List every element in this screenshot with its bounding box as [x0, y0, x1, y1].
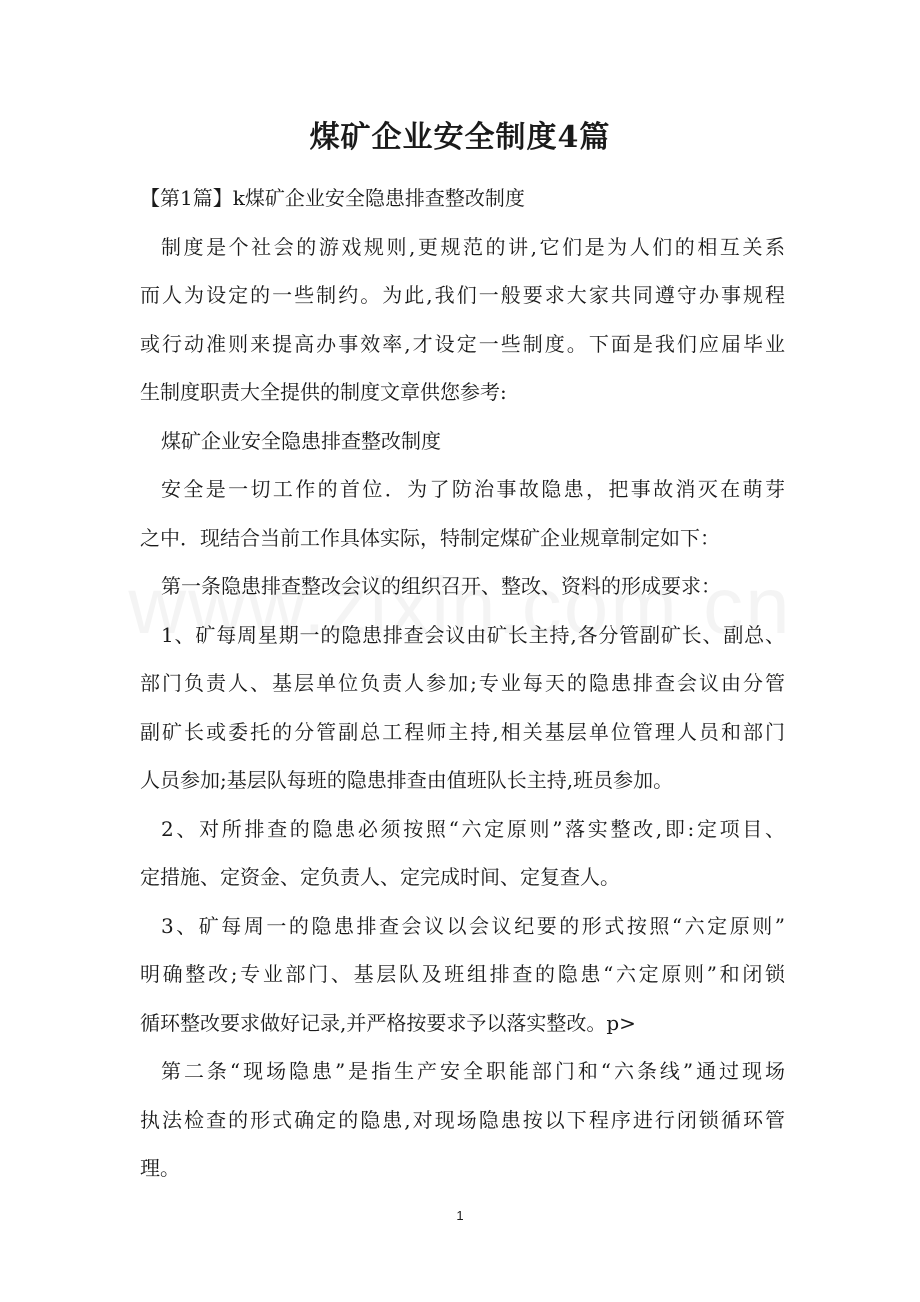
paragraph-line: 明确整改;专业部门、基层队及班组排查的隐患“六定原则”和闭锁 [140, 962, 785, 986]
section-heading: 煤矿企业安全隐患排查整改制度 [161, 428, 441, 453]
paragraph-line: 部门负责人、基层单位负责人参加;专业每天的隐患排查会议由分管 [140, 671, 785, 695]
paragraph-line: 循环整改要求做好记录,并严格按要求予以落实整改。p> [140, 1010, 636, 1035]
document-title: 煤矿企业安全制度4篇 [309, 120, 611, 155]
paragraph-line: 或行动准则来提高办事效率,才设定一些制度。下面是我们应届毕业 [140, 331, 785, 356]
paragraph-line: 副矿长或委托的分管副总工程师主持,相关基层单位管理人员和部门 [140, 719, 785, 744]
paragraph-line: 制度是个社会的游戏规则,更规范的讲,它们是为人们的相互关系 [161, 234, 785, 259]
paragraph-line: 【第1篇】k煤矿企业安全隐患排查整改制度 [140, 186, 525, 210]
paragraph-line: 而人为设定的一些制约。为此,我们一般要求大家共同遵守办事规程 [140, 283, 785, 307]
paragraph-line: 1、矿每周星期一的隐患排查会议由矿长主持,各分管副矿长、副总、 [161, 622, 785, 647]
paragraph-line: 3、矿每周一的隐患排查会议以会议纪要的形式按照“六定原则” [161, 913, 785, 938]
paragraph-line: 执法检查的形式确定的隐患,对现场隐患按以下程序进行闭锁循环管 [140, 1107, 785, 1132]
page-number: 1 [456, 1208, 464, 1223]
paragraph-line: 第一条隐患排查整改会议的组织召开、整改、资料的形成要求： [161, 574, 721, 598]
paragraph-line: 定措施、定资金、定负责人、定完成时间、定复查人。 [140, 865, 620, 889]
paragraph-line: 2、对所排查的隐患必须按照“六定原则”落实整改,即:定项目、 [161, 816, 785, 841]
paragraph-line: 生制度职责大全提供的制度文章供您参考: [140, 380, 507, 404]
paragraph-line: 安全是一切工作的首位．为了防治事故隐患，把事故消灭在萌芽 [161, 477, 785, 501]
paragraph-line: 人员参加;基层队每班的隐患排查由值班队长主持,班员参加。 [140, 768, 674, 792]
document-body [140, 178, 785, 1197]
paragraph-line: 之中．现结合当前工作具体实际，特制定煤矿企业规章制定如下： [140, 525, 720, 550]
paragraph-line: 理。 [140, 1156, 180, 1180]
paragraph-line: 第二条“现场隐患”是指生产安全职能部门和“六条线”通过现场 [161, 1059, 785, 1083]
